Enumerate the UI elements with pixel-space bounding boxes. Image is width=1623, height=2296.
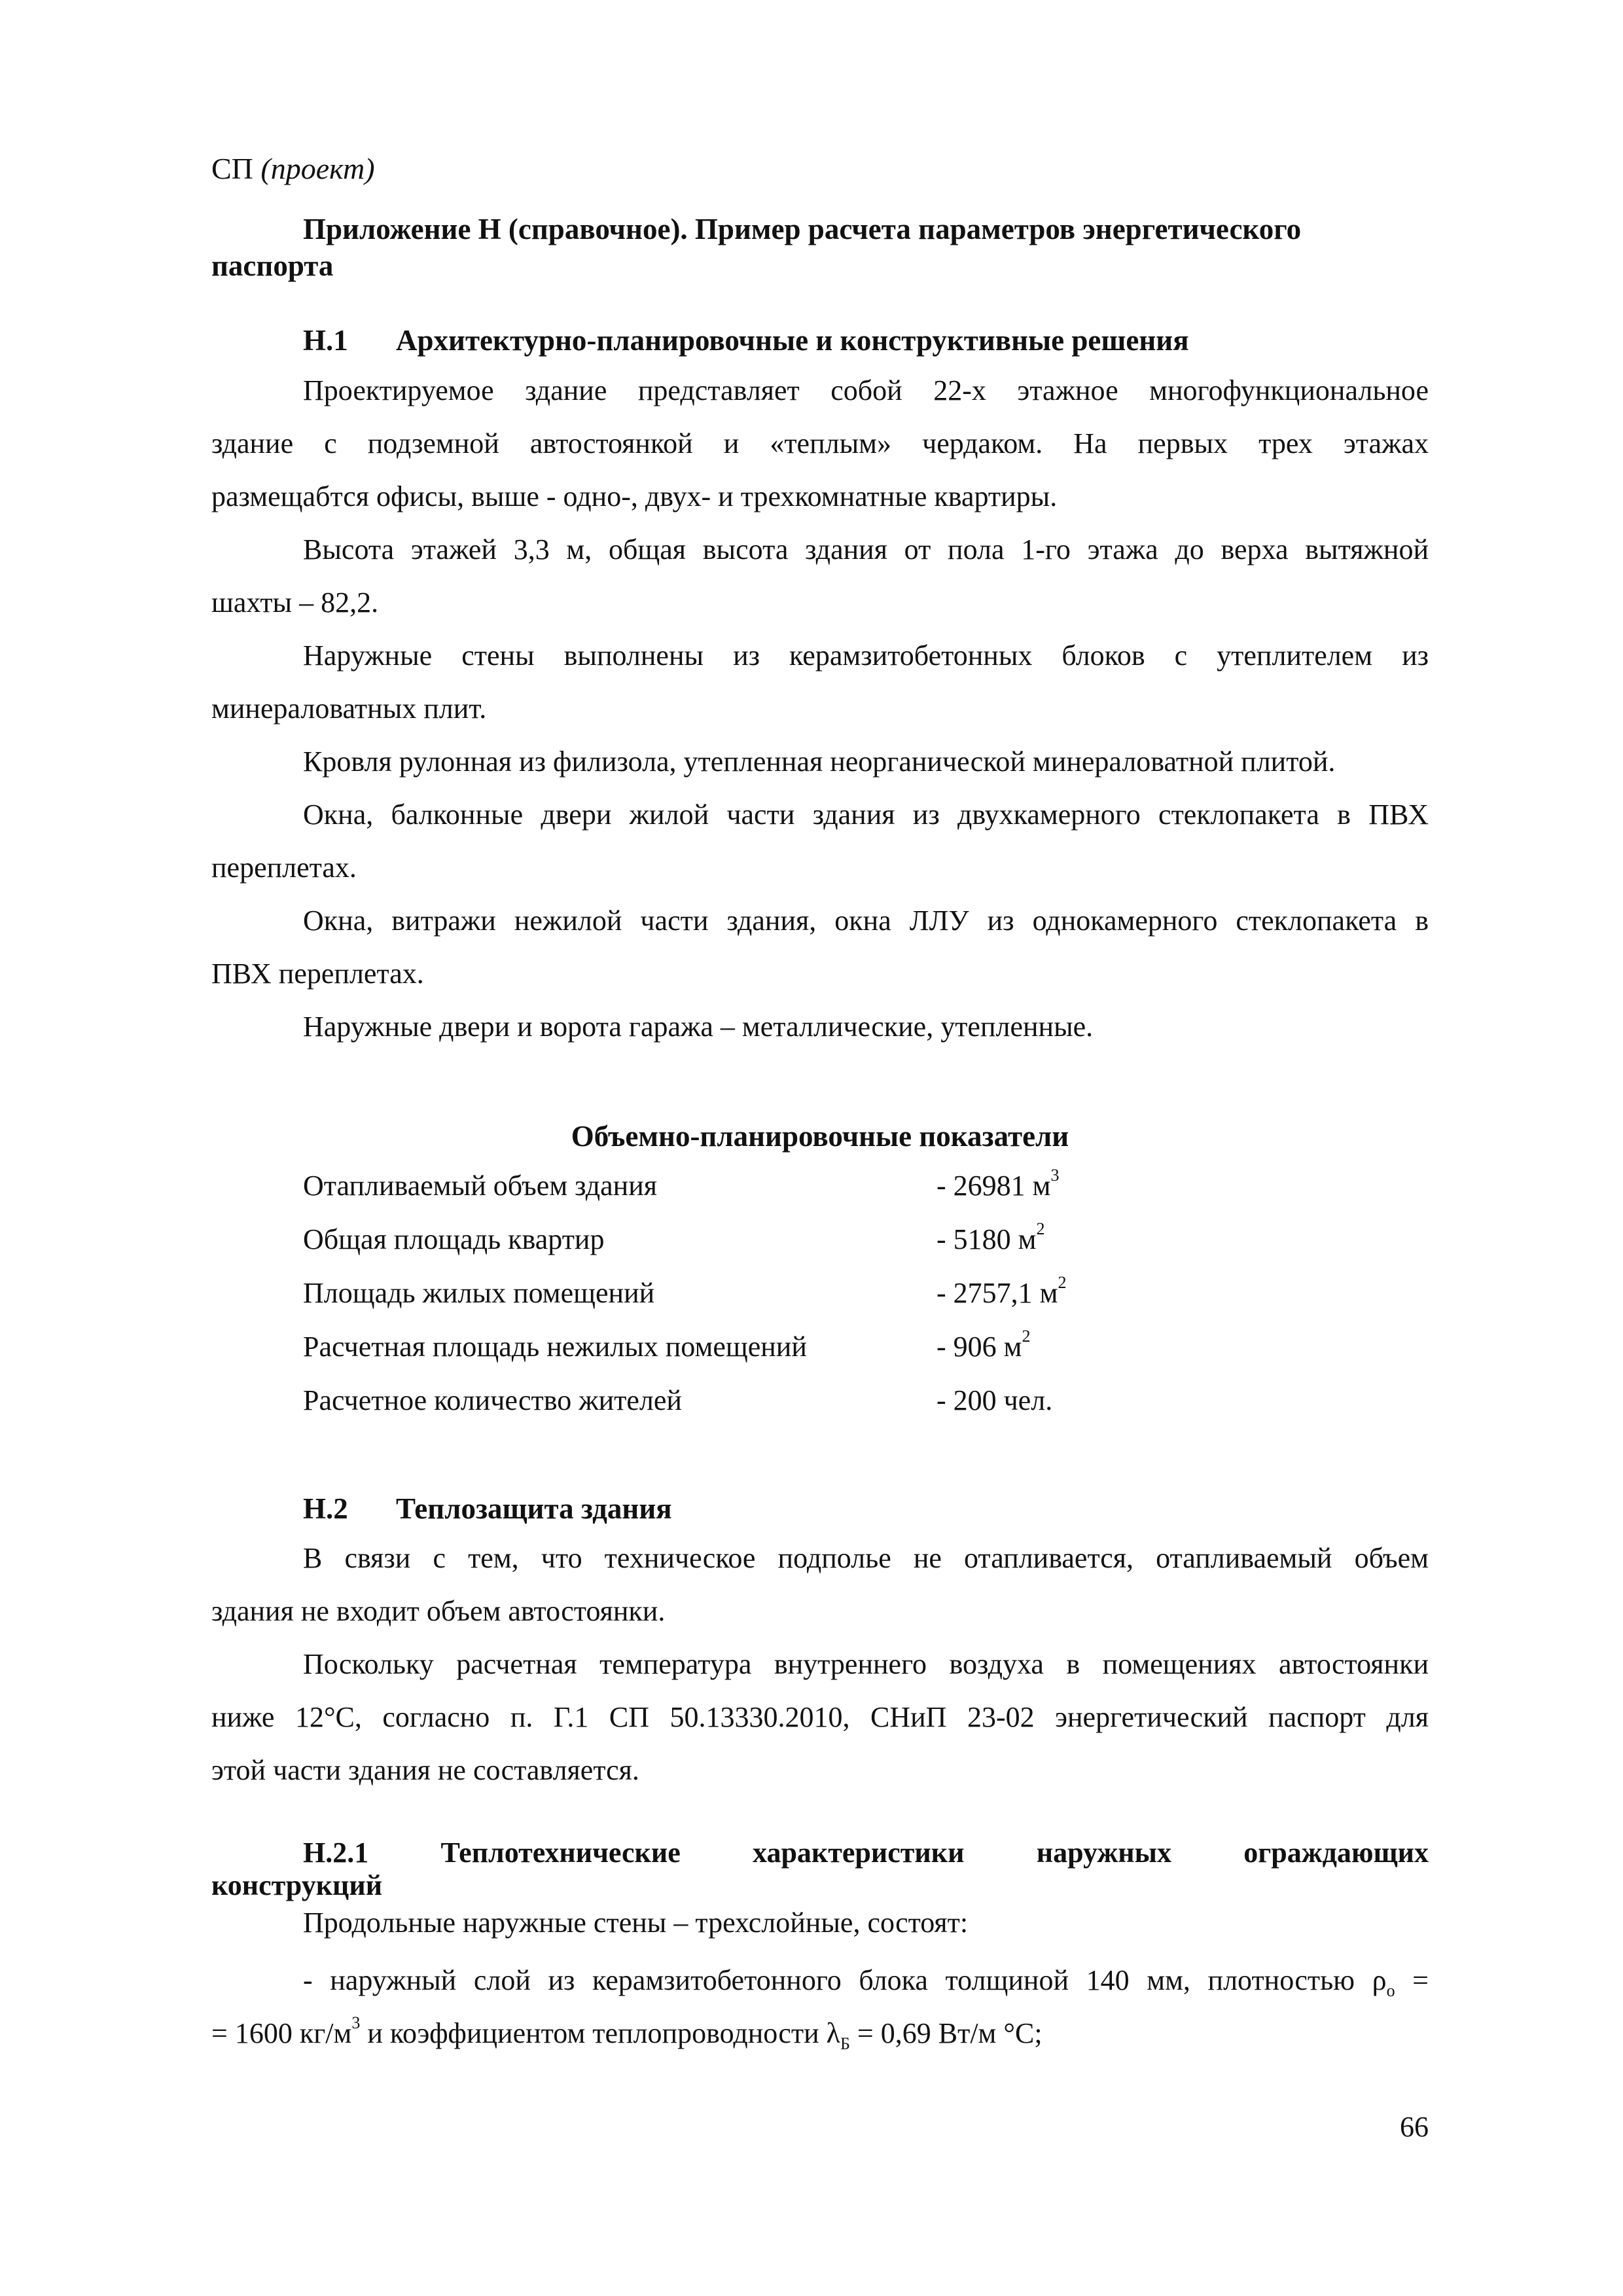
section-number: Н.1 (303, 324, 348, 357)
paragraph-line: Кровля рулонная из филизола, утепленная неорганической минераловатной плитой. (303, 745, 1336, 778)
paragraph-line: шахты – 82,2. (211, 586, 379, 619)
section-title: Архитектурно-планировочные и конструктивные решения (396, 324, 1189, 357)
header-code: СП (211, 152, 253, 185)
indicator-value: - 906 $м^2$ (936, 1327, 1031, 1363)
paragraph-line: переплетах. (211, 852, 357, 884)
subsection-heading: Н.2.1 Теплотехнические характеристики наружных ограждающих (303, 1837, 1429, 1869)
paragraph-line: минераловатных плит. (211, 692, 487, 725)
section-title: Теплозащита здания (396, 1492, 672, 1525)
paragraph-line: Проектируемое здание представляет собой 22-х этажное многофункциональное (303, 374, 1429, 406)
paragraph-line: размещабтся офисы, выше - одно-, двух- и трехкомнатные квартиры. (211, 480, 1058, 512)
header-status: (проект) (260, 152, 375, 185)
paragraph-line: = 1600 $кг/м^3$ и коэффициентом теплопроводности $\lambda_Б = 0,69$ Вт/м °С; (211, 2013, 1043, 2053)
running-header (211, 149, 1429, 188)
page-number: 66 (1400, 2111, 1429, 2143)
paragraph-line: Поскольку расчетная температура внутреннего воздуха в помещениях автостоянки (303, 1648, 1429, 1680)
indicator-value: - 2757,1 $м^2$ (936, 1273, 1067, 1309)
subsection-heading-cont: конструкций (211, 1869, 383, 1901)
section-heading-1 (303, 321, 1189, 360)
indicator-value: - 26981 $м^3$ (936, 1166, 1060, 1202)
paragraph-line: этой части здания не составляется. (211, 1754, 639, 1786)
paragraph-line: ниже 12°С, согласно п. Г.1 СП 50.13330.2010, СНиП 23-02 энергетический паспорт для (211, 1701, 1429, 1733)
indicator-label: Расчетное количество жителей (303, 1384, 682, 1416)
indicator-label: Площадь жилых помещений (303, 1277, 655, 1309)
appendix-title: Приложение Н (справочное). Пример расчета параметров энергетического паспорта (211, 213, 1302, 282)
section-number: Н.2 (303, 1492, 348, 1525)
indicators-title: Объемно-планировочные показатели (571, 1120, 1069, 1153)
paragraph-line: здание с подземной автостоянкой и «теплым» чердаком. На первых трех этажах (211, 427, 1429, 459)
paragraph-line: Окна, витражи нежилой части здания, окна ЛЛУ из однокамерного стеклопакета в (303, 905, 1429, 937)
paragraph-line: ПВХ переплетах. (211, 958, 424, 990)
paragraph-line: Наружные стены выполнены из керамзитобетонных блоков с утеплителем из (303, 639, 1429, 672)
paragraph-line: - наружный слой из керамзитобетонного блока толщиной 140 мм, плотностью $\rho_o$ = (303, 1964, 1429, 2000)
indicator-value: - 5180 $м^2$ (936, 1219, 1045, 1255)
paragraph-line: Окна, балконные двери жилой части здания из двухкамерного стеклопакета в ПВХ (303, 798, 1429, 831)
indicator-label: Расчетная площадь нежилых помещений (303, 1331, 807, 1363)
paragraph-line: В связи с тем, что техническое подполье не отапливается, отапливаемый объем (303, 1542, 1429, 1574)
document-page (211, 0, 1429, 2296)
paragraph-line: здания не входит объем автостоянки. (211, 1595, 666, 1627)
paragraph-line: Высота этажей 3,3 м, общая высота здания от пола 1-го этажа до верха вытяжной (303, 533, 1429, 565)
paragraph-line: Наружные двери и ворота гаража – металлические, утепленные. (303, 1011, 1094, 1043)
indicator-value: - 200 чел. (936, 1384, 1053, 1416)
paragraph-line: Продольные наружные стены – трехслойные, состоят: (303, 1907, 969, 1939)
indicator-label: Отапливаемый объем здания (303, 1170, 657, 1202)
section-heading-2 (303, 1489, 672, 1528)
indicator-label: Общая площадь квартир (303, 1223, 605, 1255)
